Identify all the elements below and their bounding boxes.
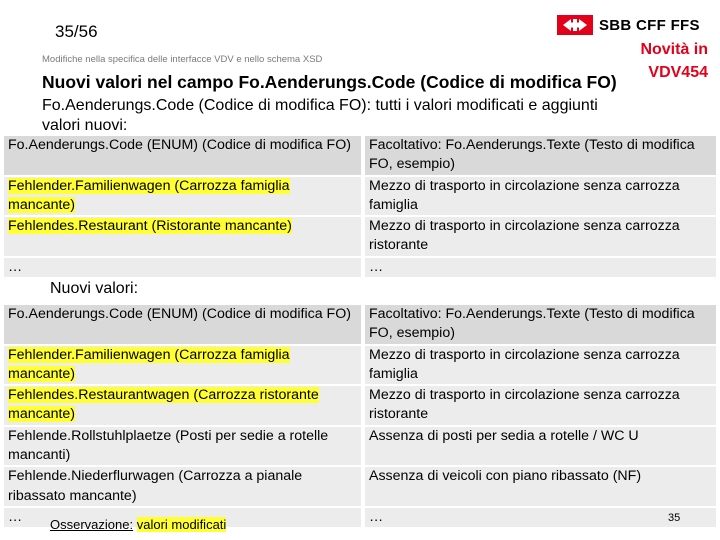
text-cell: Mezzo di trasporto in circolazione senza carrozza famiglia	[365, 344, 716, 385]
table-row	[4, 175, 716, 216]
text-cell: Mezzo di trasporto in circolazione senza carrozza ristorante	[365, 384, 716, 425]
code-cell: Fehlendes.Restaurantwagen (Carrozza ristorante mancante)	[8, 387, 319, 423]
sbb-logo	[557, 14, 717, 36]
code-cell: …	[4, 506, 361, 527]
table-row	[4, 344, 716, 385]
new-in-badge	[622, 38, 708, 84]
code-cell: Fehlende.Rollstuhlplaetze (Posti per sedie a rotelle mancanti)	[4, 425, 361, 466]
code-cell: …	[4, 256, 361, 277]
text-cell: Mezzo di trasporto in circolazione senza carrozza famiglia	[365, 175, 716, 216]
text-cell: …	[365, 256, 716, 277]
code-cell: Fehlende.Niederflurwagen (Carrozza a pianale ribassato mancante)	[4, 465, 361, 506]
code-cell: Fehlender.Familienwagen (Carrozza famiglia mancante)	[8, 346, 290, 382]
old-values-table	[4, 136, 716, 277]
table-row	[4, 215, 716, 256]
header-text: Facoltativo: Fo.Aenderungs.Texte (Testo di modifica FO, esempio)	[365, 136, 716, 175]
new-in-line1: Novità in	[640, 41, 708, 58]
intro-text: Fo.Aenderungs.Code (Codice di modifica FO): tutti i valori modificati e aggiunti valori nuovi:	[42, 97, 598, 134]
new-in-line2: VDV454	[648, 64, 708, 81]
header-text: Facoltativo: Fo.Aenderungs.Texte (Testo di modifica FO, esempio)	[365, 305, 716, 344]
header-code: Fo.Aenderungs.Code (ENUM) (Codice di modifica FO)	[4, 305, 361, 344]
slide-title: Nuovi valori nel campo Fo.Aenderungs.Code (Codice di modifica FO)	[42, 72, 617, 92]
table-header-row	[4, 136, 716, 175]
header-code: Fo.Aenderungs.Code (ENUM) (Codice di modifica FO)	[4, 136, 361, 175]
note	[50, 517, 226, 532]
text-cell: …	[365, 506, 716, 527]
code-cell: Fehlender.Familienwagen (Carrozza famiglia mancante)	[8, 177, 290, 213]
logo-text: SBB CFF FFS	[599, 16, 700, 34]
page-counter: 35/56	[55, 22, 98, 41]
code-cell: Fehlendes.Restaurant (Ristorante mancante)	[8, 218, 292, 235]
note-highlight-text: valori modificati	[136, 517, 227, 532]
new-values-table	[4, 305, 716, 527]
text-cell: Mezzo di trasporto in circolazione senza carrozza ristorante	[365, 215, 716, 256]
table-row	[4, 256, 716, 277]
new-values-label: Nuovi valori:	[50, 280, 139, 297]
table-row	[4, 465, 716, 506]
slide-subtitle: Modifiche nella specifica delle interfacce VDV e nello schema XSD	[42, 54, 323, 65]
text-cell: Assenza di veicoli con piano ribassato (NF)	[365, 465, 716, 506]
table-row	[4, 384, 716, 425]
text-cell: Assenza di posti per sedia a rotelle / WC U	[365, 425, 716, 466]
table-row	[4, 425, 716, 466]
sbb-arrow-logo-icon	[557, 15, 593, 35]
table-header-row	[4, 305, 716, 344]
note-label: Osservazione:	[50, 517, 134, 532]
slide-number: 35	[668, 512, 681, 524]
